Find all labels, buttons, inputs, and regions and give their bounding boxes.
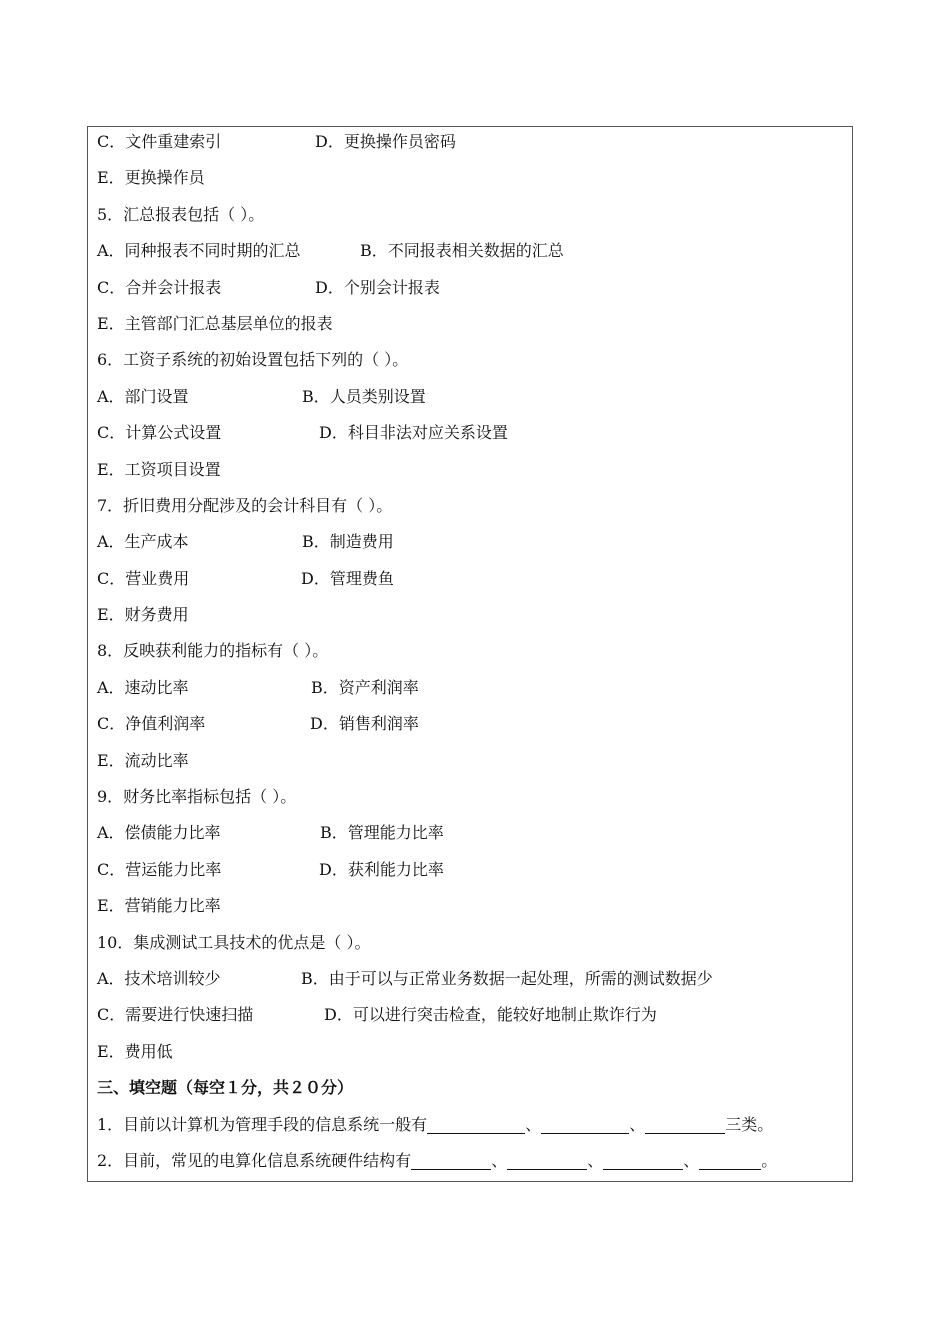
- fill-text: 1．目前以计算机为管理手段的信息系统一般有: [97, 1114, 428, 1134]
- option-a: A．技术培训较少: [97, 968, 221, 988]
- fill-question-1: [97, 1107, 950, 1143]
- question-9: [97, 779, 950, 815]
- option-d: D．销售利润率: [310, 714, 419, 734]
- fill-blank[interactable]: [411, 1149, 491, 1170]
- option-b: B．管理能力比率: [320, 823, 444, 843]
- option-e: E．营销能力比率: [97, 896, 221, 916]
- question-text: 5．汇总报表包括（ ）。: [97, 204, 265, 224]
- option-row: [97, 706, 950, 742]
- option-c: C．需要进行快速扫描: [97, 1005, 254, 1025]
- option-row: [97, 524, 950, 560]
- question-text: 9．财务比率指标包括（ ）。: [97, 787, 297, 807]
- option-c: C．营运能力比率: [97, 859, 222, 879]
- option-row: [97, 452, 950, 488]
- question-7: [97, 488, 950, 524]
- option-row: [97, 379, 950, 415]
- fill-suffix: 。: [761, 1150, 778, 1170]
- option-row: [97, 961, 950, 997]
- question-5: [97, 197, 950, 233]
- option-b: B．不同报表相关数据的汇总: [360, 241, 564, 261]
- option-b: B．人员类别设置: [302, 386, 426, 406]
- option-b: B．由于可以与正常业务数据一起处理，所需的测试数据少: [301, 968, 713, 988]
- option-a: A．速动比率: [97, 677, 189, 697]
- option-e: E．财务费用: [97, 605, 189, 625]
- option-a: A．偿债能力比率: [97, 823, 221, 843]
- section-heading: [97, 1070, 950, 1106]
- option-row: [97, 597, 950, 633]
- option-a: A．部门设置: [97, 386, 189, 406]
- question-8: [97, 633, 950, 669]
- section-title: 三、填空题（每空１分，共２０分）: [97, 1078, 354, 1098]
- option-d: D．获利能力比率: [319, 859, 444, 879]
- option-row: [97, 415, 950, 451]
- option-row: [97, 815, 950, 851]
- option-c: C．营业费用: [97, 568, 190, 588]
- option-row: [97, 1034, 950, 1070]
- fill-text: 2．目前，常见的电算化信息系统硬件结构有: [97, 1150, 412, 1170]
- option-row: [97, 270, 950, 306]
- option-row: [97, 743, 950, 779]
- fill-suffix: 三类。: [725, 1114, 774, 1134]
- option-d: D．可以进行突击检查，能较好地制止欺诈行为: [324, 1005, 657, 1025]
- option-a: A．生产成本: [97, 532, 189, 552]
- fill-blank[interactable]: [541, 1113, 629, 1134]
- option-row: [97, 233, 950, 269]
- fill-blank[interactable]: [699, 1149, 761, 1170]
- option-row: [97, 670, 950, 706]
- option-c: C．文件重建索引: [97, 132, 222, 151]
- option-d: D．更换操作员密码: [315, 132, 456, 151]
- question-text: 6．工资子系统的初始设置包括下列的（ ）。: [97, 350, 409, 370]
- option-c: C．合并会计报表: [97, 277, 222, 297]
- question-text: 7．折旧费用分配涉及的会计科目有（ ）。: [97, 495, 393, 515]
- question-text: 8．反映获利能力的指标有（ ）。: [97, 641, 329, 661]
- fill-blank[interactable]: [645, 1113, 725, 1134]
- option-row: [97, 997, 950, 1033]
- option-e: E．更换操作员: [97, 168, 205, 188]
- question-10: [97, 925, 950, 961]
- option-row: [97, 306, 950, 342]
- option-b: B．制造费用: [302, 532, 394, 552]
- fill-blank[interactable]: [507, 1149, 587, 1170]
- fill-blank[interactable]: [603, 1149, 683, 1170]
- question-6: [97, 342, 950, 378]
- option-d: D．科目非法对应关系设置: [319, 423, 508, 443]
- option-row: [97, 852, 950, 888]
- option-e: E．工资项目设置: [97, 459, 221, 479]
- question-text: 10．集成测试工具技术的优点是（ ）。: [97, 932, 371, 952]
- option-c: C．净值利润率: [97, 714, 206, 734]
- option-e: E．流动比率: [97, 750, 189, 770]
- option-row: [97, 124, 950, 160]
- question-list: [97, 124, 950, 1179]
- separator: 、: [491, 1150, 508, 1170]
- option-row: [97, 160, 950, 196]
- option-e: E．主管部门汇总基层单位的报表: [97, 313, 333, 333]
- option-b: B．资产利润率: [311, 677, 419, 697]
- option-e: E．费用低: [97, 1041, 173, 1061]
- option-c: C．计算公式设置: [97, 423, 222, 443]
- option-d: D．管理费鱼: [301, 568, 394, 588]
- fill-blank[interactable]: [427, 1113, 525, 1134]
- fill-question-2: [97, 1143, 950, 1179]
- option-row: [97, 561, 950, 597]
- option-row: [97, 888, 950, 924]
- separator: 、: [525, 1114, 542, 1134]
- option-a: A．同种报表不同时期的汇总: [97, 241, 301, 261]
- option-d: D．个别会计报表: [315, 277, 440, 297]
- separator: 、: [683, 1150, 700, 1170]
- separator: 、: [629, 1114, 646, 1134]
- separator: 、: [587, 1150, 604, 1170]
